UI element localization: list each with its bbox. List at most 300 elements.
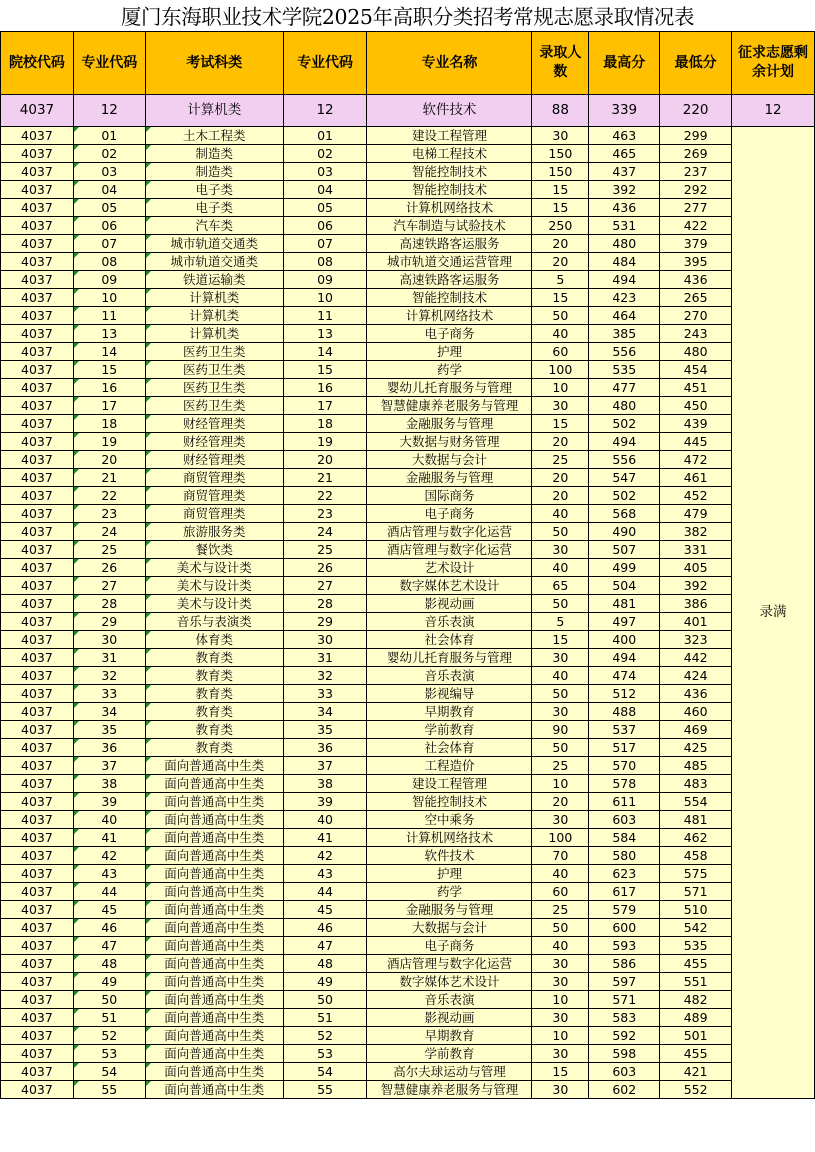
major-name-cell: 高速铁路客运服务 <box>367 235 532 253</box>
major-code-2-cell: 28 <box>283 595 367 613</box>
table-row <box>1 397 815 415</box>
admitted-count-cell: 30 <box>532 397 589 415</box>
min-score-cell: 292 <box>660 181 732 199</box>
max-score-cell: 480 <box>589 235 660 253</box>
min-score-cell: 482 <box>660 991 732 1009</box>
table-row <box>1 487 815 505</box>
table-row <box>1 793 815 811</box>
school-code-cell: 4037 <box>1 217 74 235</box>
school-code-cell: 4037 <box>1 95 74 127</box>
major-code-2-cell: 14 <box>283 343 367 361</box>
school-code-cell: 4037 <box>1 883 74 901</box>
table-row <box>1 235 815 253</box>
major-name-cell: 音乐表演 <box>367 991 532 1009</box>
table-row <box>1 775 815 793</box>
table-row <box>1 217 815 235</box>
min-score-cell: 480 <box>660 343 732 361</box>
max-score-cell: 392 <box>589 181 660 199</box>
max-score-cell: 463 <box>589 127 660 145</box>
school-code-cell: 4037 <box>1 775 74 793</box>
max-score-cell: 499 <box>589 559 660 577</box>
table-row <box>1 1009 815 1027</box>
table-row <box>1 163 815 181</box>
admitted-count-cell: 30 <box>532 811 589 829</box>
header-major-code-2: 专业代码 <box>283 32 367 95</box>
max-score-cell: 583 <box>589 1009 660 1027</box>
major-code-cell: 47 <box>73 937 145 955</box>
admitted-count-cell: 30 <box>532 955 589 973</box>
exam-category-cell: 美术与设计类 <box>145 595 283 613</box>
major-name-cell: 酒店管理与数字化运营 <box>367 523 532 541</box>
major-code-2-cell: 34 <box>283 703 367 721</box>
exam-category-cell: 财经管理类 <box>145 433 283 451</box>
major-code-2-cell: 40 <box>283 811 367 829</box>
school-code-cell: 4037 <box>1 739 74 757</box>
school-code-cell: 4037 <box>1 487 74 505</box>
max-score-cell: 494 <box>589 433 660 451</box>
min-score-cell: 220 <box>660 95 732 127</box>
exam-category-cell: 电子类 <box>145 181 283 199</box>
exam-category-cell: 教育类 <box>145 685 283 703</box>
table-row <box>1 1081 815 1099</box>
exam-category-cell: 面向普通高中生类 <box>145 955 283 973</box>
major-code-2-cell: 30 <box>283 631 367 649</box>
admitted-count-cell: 250 <box>532 217 589 235</box>
admitted-count-cell: 15 <box>532 1063 589 1081</box>
table-row <box>1 757 815 775</box>
school-code-cell: 4037 <box>1 1009 74 1027</box>
school-code-cell: 4037 <box>1 235 74 253</box>
max-score-cell: 512 <box>589 685 660 703</box>
school-code-cell: 4037 <box>1 829 74 847</box>
major-name-cell: 金融服务与管理 <box>367 415 532 433</box>
max-score-cell: 537 <box>589 721 660 739</box>
school-code-cell: 4037 <box>1 793 74 811</box>
max-score-cell: 580 <box>589 847 660 865</box>
major-name-cell: 高速铁路客运服务 <box>367 271 532 289</box>
major-code-2-cell: 51 <box>283 1009 367 1027</box>
min-score-cell: 422 <box>660 217 732 235</box>
school-code-cell: 4037 <box>1 541 74 559</box>
exam-category-cell: 土木工程类 <box>145 127 283 145</box>
major-name-cell: 金融服务与管理 <box>367 469 532 487</box>
min-score-cell: 535 <box>660 937 732 955</box>
major-code-cell: 50 <box>73 991 145 1009</box>
table-row <box>1 901 815 919</box>
admitted-count-cell: 30 <box>532 1009 589 1027</box>
school-code-cell: 4037 <box>1 163 74 181</box>
admitted-count-cell: 10 <box>532 1027 589 1045</box>
admitted-count-cell: 30 <box>532 1045 589 1063</box>
max-score-cell: 494 <box>589 649 660 667</box>
admitted-count-cell: 15 <box>532 199 589 217</box>
max-score-cell: 570 <box>589 757 660 775</box>
major-code-cell: 48 <box>73 955 145 973</box>
major-code-2-cell: 18 <box>283 415 367 433</box>
major-name-cell: 计算机网络技术 <box>367 199 532 217</box>
exam-category-cell: 汽车类 <box>145 217 283 235</box>
school-code-cell: 4037 <box>1 757 74 775</box>
major-code-2-cell: 10 <box>283 289 367 307</box>
school-code-cell: 4037 <box>1 289 74 307</box>
major-code-cell: 09 <box>73 271 145 289</box>
major-code-2-cell: 15 <box>283 361 367 379</box>
major-code-cell: 10 <box>73 289 145 307</box>
admitted-count-cell: 25 <box>532 451 589 469</box>
admitted-count-cell: 30 <box>532 649 589 667</box>
major-name-cell: 智慧健康养老服务与管理 <box>367 397 532 415</box>
admitted-count-cell: 65 <box>532 577 589 595</box>
max-score-cell: 571 <box>589 991 660 1009</box>
major-name-cell: 音乐表演 <box>367 613 532 631</box>
major-name-cell: 智能控制技术 <box>367 181 532 199</box>
major-code-cell: 55 <box>73 1081 145 1099</box>
max-score-cell: 593 <box>589 937 660 955</box>
exam-category-cell: 面向普通高中生类 <box>145 775 283 793</box>
admitted-count-cell: 50 <box>532 739 589 757</box>
max-score-cell: 584 <box>589 829 660 847</box>
max-score-cell: 579 <box>589 901 660 919</box>
table-row <box>1 847 815 865</box>
admitted-count-cell: 100 <box>532 361 589 379</box>
table-row <box>1 469 815 487</box>
major-code-2-cell: 07 <box>283 235 367 253</box>
header-row <box>1 32 815 95</box>
major-name-cell: 药学 <box>367 883 532 901</box>
remaining-plan-merged-cell: 录满 <box>732 127 815 1099</box>
admitted-count-cell: 100 <box>532 829 589 847</box>
exam-category-cell: 计算机类 <box>145 307 283 325</box>
major-code-cell: 16 <box>73 379 145 397</box>
table-row <box>1 127 815 145</box>
major-code-cell: 23 <box>73 505 145 523</box>
table-row <box>1 865 815 883</box>
school-code-cell: 4037 <box>1 379 74 397</box>
major-code-2-cell: 24 <box>283 523 367 541</box>
min-score-cell: 460 <box>660 703 732 721</box>
major-code-cell: 49 <box>73 973 145 991</box>
school-code-cell: 4037 <box>1 955 74 973</box>
admitted-count-cell: 40 <box>532 937 589 955</box>
min-score-cell: 392 <box>660 577 732 595</box>
table-row <box>1 577 815 595</box>
max-score-cell: 603 <box>589 811 660 829</box>
major-code-cell: 08 <box>73 253 145 271</box>
exam-category-cell: 商贸管理类 <box>145 487 283 505</box>
header-school-code: 院校代码 <box>1 32 74 95</box>
exam-category-cell: 面向普通高中生类 <box>145 793 283 811</box>
table-row <box>1 1063 815 1081</box>
max-score-cell: 477 <box>589 379 660 397</box>
table-row <box>1 379 815 397</box>
table-row <box>1 919 815 937</box>
major-code-cell: 27 <box>73 577 145 595</box>
admitted-count-cell: 40 <box>532 865 589 883</box>
max-score-cell: 517 <box>589 739 660 757</box>
school-code-cell: 4037 <box>1 811 74 829</box>
major-code-cell: 02 <box>73 145 145 163</box>
major-code-2-cell: 31 <box>283 649 367 667</box>
exam-category-cell: 城市轨道交通类 <box>145 235 283 253</box>
min-score-cell: 485 <box>660 757 732 775</box>
max-score-cell: 490 <box>589 523 660 541</box>
major-code-cell: 13 <box>73 325 145 343</box>
school-code-cell: 4037 <box>1 253 74 271</box>
min-score-cell: 401 <box>660 613 732 631</box>
major-name-cell: 药学 <box>367 361 532 379</box>
admitted-count-cell: 150 <box>532 163 589 181</box>
max-score-cell: 494 <box>589 271 660 289</box>
header-exam-category: 考试科类 <box>145 32 283 95</box>
major-code-2-cell: 44 <box>283 883 367 901</box>
school-code-cell: 4037 <box>1 505 74 523</box>
major-code-cell: 04 <box>73 181 145 199</box>
major-code-cell: 15 <box>73 361 145 379</box>
exam-category-cell: 面向普通高中生类 <box>145 1009 283 1027</box>
admitted-count-cell: 50 <box>532 523 589 541</box>
max-score-cell: 488 <box>589 703 660 721</box>
max-score-cell: 464 <box>589 307 660 325</box>
max-score-cell: 568 <box>589 505 660 523</box>
major-code-2-cell: 39 <box>283 793 367 811</box>
major-code-cell: 45 <box>73 901 145 919</box>
exam-category-cell: 面向普通高中生类 <box>145 811 283 829</box>
major-code-2-cell: 27 <box>283 577 367 595</box>
admitted-count-cell: 5 <box>532 613 589 631</box>
table-row <box>1 595 815 613</box>
min-score-cell: 269 <box>660 145 732 163</box>
exam-category-cell: 体育类 <box>145 631 283 649</box>
min-score-cell: 445 <box>660 433 732 451</box>
min-score-cell: 379 <box>660 235 732 253</box>
header-major-name: 专业名称 <box>367 32 532 95</box>
major-code-2-cell: 45 <box>283 901 367 919</box>
major-code-2-cell: 06 <box>283 217 367 235</box>
max-score-cell: 603 <box>589 1063 660 1081</box>
exam-category-cell: 计算机类 <box>145 325 283 343</box>
max-score-cell: 423 <box>589 289 660 307</box>
table-row <box>1 361 815 379</box>
min-score-cell: 270 <box>660 307 732 325</box>
admitted-count-cell: 70 <box>532 847 589 865</box>
major-code-cell: 29 <box>73 613 145 631</box>
min-score-cell: 451 <box>660 379 732 397</box>
major-name-cell: 影视动画 <box>367 595 532 613</box>
min-score-cell: 323 <box>660 631 732 649</box>
major-name-cell: 建设工程管理 <box>367 127 532 145</box>
exam-category-cell: 旅游服务类 <box>145 523 283 541</box>
school-code-cell: 4037 <box>1 919 74 937</box>
min-score-cell: 436 <box>660 271 732 289</box>
major-name-cell: 大数据与财务管理 <box>367 433 532 451</box>
table-body <box>1 32 815 1099</box>
exam-category-cell: 计算机类 <box>145 289 283 307</box>
table-row <box>1 271 815 289</box>
major-code-cell: 42 <box>73 847 145 865</box>
major-name-cell: 空中乘务 <box>367 811 532 829</box>
major-name-cell: 城市轨道交通运营管理 <box>367 253 532 271</box>
school-code-cell: 4037 <box>1 973 74 991</box>
major-code-cell: 39 <box>73 793 145 811</box>
major-code-2-cell: 08 <box>283 253 367 271</box>
max-score-cell: 502 <box>589 487 660 505</box>
table-row <box>1 289 815 307</box>
table-row <box>1 703 815 721</box>
admitted-count-cell: 88 <box>532 95 589 127</box>
max-score-cell: 502 <box>589 415 660 433</box>
major-code-2-cell: 37 <box>283 757 367 775</box>
admitted-count-cell: 30 <box>532 127 589 145</box>
major-code-cell: 24 <box>73 523 145 541</box>
table-row <box>1 1027 815 1045</box>
table-row <box>1 451 815 469</box>
table-row <box>1 415 815 433</box>
major-name-cell: 社会体育 <box>367 739 532 757</box>
min-score-cell: 469 <box>660 721 732 739</box>
exam-category-cell: 计算机类 <box>145 95 283 127</box>
major-code-2-cell: 25 <box>283 541 367 559</box>
admitted-count-cell: 60 <box>532 883 589 901</box>
major-code-2-cell: 42 <box>283 847 367 865</box>
remaining-plan-cell: 12 <box>732 95 815 127</box>
major-name-cell: 学前教育 <box>367 721 532 739</box>
major-code-2-cell: 21 <box>283 469 367 487</box>
admitted-count-cell: 15 <box>532 181 589 199</box>
exam-category-cell: 美术与设计类 <box>145 559 283 577</box>
min-score-cell: 395 <box>660 253 732 271</box>
exam-category-cell: 商贸管理类 <box>145 505 283 523</box>
min-score-cell: 510 <box>660 901 732 919</box>
admitted-count-cell: 40 <box>532 325 589 343</box>
page-title: 厦门东海职业技术学院2025年高职分类招考常规志愿录取情况表 <box>120 5 695 29</box>
major-code-2-cell: 46 <box>283 919 367 937</box>
max-score-cell: 578 <box>589 775 660 793</box>
exam-category-cell: 音乐与表演类 <box>145 613 283 631</box>
major-code-cell: 21 <box>73 469 145 487</box>
major-code-cell: 03 <box>73 163 145 181</box>
table-row <box>1 181 815 199</box>
major-code-2-cell: 09 <box>283 271 367 289</box>
major-code-cell: 17 <box>73 397 145 415</box>
major-code-cell: 12 <box>73 95 145 127</box>
school-code-cell: 4037 <box>1 199 74 217</box>
school-code-cell: 4037 <box>1 271 74 289</box>
table-row <box>1 937 815 955</box>
min-score-cell: 243 <box>660 325 732 343</box>
major-code-2-cell: 22 <box>283 487 367 505</box>
exam-category-cell: 面向普通高中生类 <box>145 1027 283 1045</box>
major-name-cell: 智能控制技术 <box>367 163 532 181</box>
min-score-cell: 436 <box>660 685 732 703</box>
major-code-2-cell: 01 <box>283 127 367 145</box>
max-score-cell: 597 <box>589 973 660 991</box>
admitted-count-cell: 50 <box>532 685 589 703</box>
admitted-count-cell: 40 <box>532 505 589 523</box>
max-score-cell: 617 <box>589 883 660 901</box>
major-code-cell: 01 <box>73 127 145 145</box>
exam-category-cell: 教育类 <box>145 739 283 757</box>
major-code-cell: 05 <box>73 199 145 217</box>
major-name-cell: 软件技术 <box>367 847 532 865</box>
admitted-count-cell: 20 <box>532 235 589 253</box>
table-row <box>1 739 815 757</box>
major-code-2-cell: 04 <box>283 181 367 199</box>
max-score-cell: 339 <box>589 95 660 127</box>
major-code-2-cell: 49 <box>283 973 367 991</box>
major-name-cell: 酒店管理与数字化运营 <box>367 955 532 973</box>
major-name-cell: 数字媒体艺术设计 <box>367 577 532 595</box>
table-row <box>1 685 815 703</box>
school-code-cell: 4037 <box>1 127 74 145</box>
major-code-cell: 41 <box>73 829 145 847</box>
school-code-cell: 4037 <box>1 667 74 685</box>
table-row <box>1 343 815 361</box>
major-name-cell: 智慧健康养老服务与管理 <box>367 1081 532 1099</box>
min-score-cell: 454 <box>660 361 732 379</box>
max-score-cell: 531 <box>589 217 660 235</box>
school-code-cell: 4037 <box>1 901 74 919</box>
major-code-2-cell: 05 <box>283 199 367 217</box>
admitted-count-cell: 50 <box>532 919 589 937</box>
school-code-cell: 4037 <box>1 613 74 631</box>
major-name-cell: 艺术设计 <box>367 559 532 577</box>
min-score-cell: 472 <box>660 451 732 469</box>
major-name-cell: 数字媒体艺术设计 <box>367 973 532 991</box>
major-code-2-cell: 54 <box>283 1063 367 1081</box>
major-name-cell: 智能控制技术 <box>367 793 532 811</box>
admitted-count-cell: 25 <box>532 757 589 775</box>
major-code-cell: 18 <box>73 415 145 433</box>
min-score-cell: 455 <box>660 1045 732 1063</box>
major-code-2-cell: 19 <box>283 433 367 451</box>
admitted-count-cell: 20 <box>532 487 589 505</box>
exam-category-cell: 医药卫生类 <box>145 361 283 379</box>
exam-category-cell: 餐饮类 <box>145 541 283 559</box>
major-code-2-cell: 32 <box>283 667 367 685</box>
major-code-cell: 51 <box>73 1009 145 1027</box>
major-name-cell: 智能控制技术 <box>367 289 532 307</box>
table-row <box>1 541 815 559</box>
major-code-cell: 35 <box>73 721 145 739</box>
major-code-cell: 19 <box>73 433 145 451</box>
school-code-cell: 4037 <box>1 1081 74 1099</box>
exam-category-cell: 财经管理类 <box>145 451 283 469</box>
exam-category-cell: 面向普通高中生类 <box>145 973 283 991</box>
major-code-cell: 40 <box>73 811 145 829</box>
min-score-cell: 479 <box>660 505 732 523</box>
highlight-row <box>1 95 815 127</box>
major-code-cell: 52 <box>73 1027 145 1045</box>
exam-category-cell: 制造类 <box>145 163 283 181</box>
header-major-code: 专业代码 <box>73 32 145 95</box>
major-code-2-cell: 50 <box>283 991 367 1009</box>
max-score-cell: 598 <box>589 1045 660 1063</box>
exam-category-cell: 面向普通高中生类 <box>145 937 283 955</box>
school-code-cell: 4037 <box>1 631 74 649</box>
major-code-2-cell: 55 <box>283 1081 367 1099</box>
school-code-cell: 4037 <box>1 325 74 343</box>
table-row <box>1 973 815 991</box>
school-code-cell: 4037 <box>1 865 74 883</box>
major-name-cell: 音乐表演 <box>367 667 532 685</box>
admitted-count-cell: 50 <box>532 307 589 325</box>
table-row <box>1 721 815 739</box>
school-code-cell: 4037 <box>1 721 74 739</box>
admitted-count-cell: 60 <box>532 343 589 361</box>
exam-category-cell: 面向普通高中生类 <box>145 1081 283 1099</box>
school-code-cell: 4037 <box>1 451 74 469</box>
school-code-cell: 4037 <box>1 469 74 487</box>
